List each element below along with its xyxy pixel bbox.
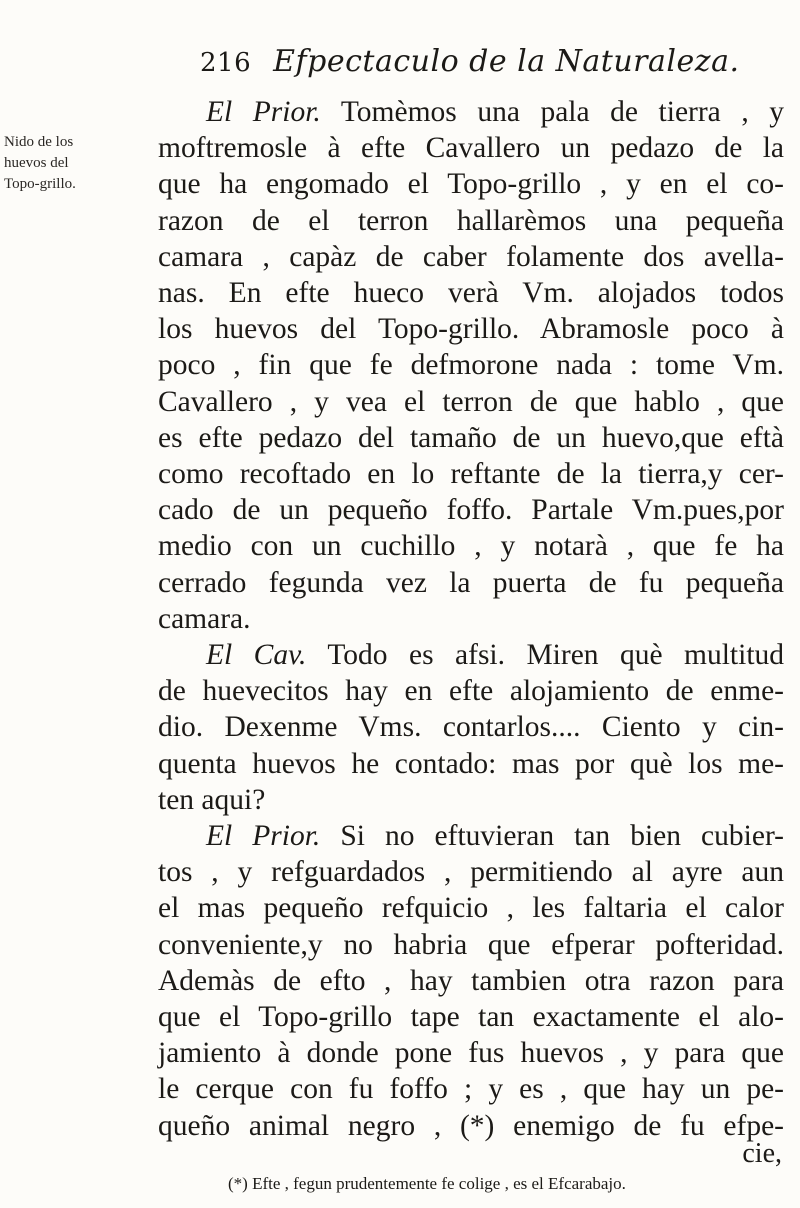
body-text (158, 94, 784, 1144)
page-number: 216 (200, 48, 252, 78)
line-text: camara , capàz de caber folamente dos avella- (158, 240, 784, 273)
line-text: medio con un cuchillo , y notarà , que fe ha (158, 530, 784, 563)
line-text: jamiento à donde pone fus huevos , y para que (158, 1037, 784, 1070)
line-text: moftremosle à efte Cavallero un pedazo de la (158, 132, 784, 165)
text-line (158, 528, 784, 564)
line-text: poco , fin que fe defmorone nada : tome Vm. (158, 349, 784, 382)
line-text: dio. Dexenme Vms. contarlos.... Ciento y cin- (158, 711, 784, 744)
line-text: de huevecitos hay en efte alojamiento de enme- (158, 675, 784, 708)
line-text: nas. En efte hueco verà Vm. alojados todos (158, 277, 784, 310)
text-line (158, 890, 784, 926)
line-text: cado de un pequeño foffo. Partale Vm.pues,por (158, 494, 784, 527)
text-line (158, 1108, 784, 1144)
text-line (158, 637, 784, 673)
text-line (158, 130, 784, 166)
text-line (158, 420, 784, 456)
text-line (158, 963, 784, 999)
speaker-label: El Cav. (206, 639, 307, 672)
line-text: razon de el terron hallarèmos una pequeña (158, 204, 784, 237)
text-line (158, 166, 784, 202)
margin-note-line: Topo-grillo. (4, 176, 76, 192)
text-line (158, 94, 784, 130)
text-line (158, 709, 784, 745)
line-text: los huevos del Topo-grillo. Abramosle poco à (158, 313, 784, 346)
text-line (158, 203, 784, 239)
margin-note-line: Nido de los (4, 134, 74, 150)
line-text: que ha engomado el Topo-grillo , y en el co- (158, 168, 784, 201)
text-line (158, 782, 784, 818)
text-line (158, 565, 784, 601)
text-line (158, 999, 784, 1035)
page-header (200, 44, 740, 79)
line-text: es efte pedazo del tamaño de un huevo,que eftà (158, 421, 784, 454)
line-text: ten aqui? (158, 783, 266, 816)
line-text: conveniente,y no habria que efperar pofteridad. (158, 928, 784, 961)
text-line (158, 456, 784, 492)
text-line (158, 746, 784, 782)
line-text: el mas pequeño refquicio , les faltaria el calor (158, 892, 784, 925)
line-text: Cavallero , y vea el terron de que hablo , que (158, 385, 784, 418)
margin-note (4, 132, 76, 195)
text-line (158, 311, 784, 347)
line-text: le cerque con fu foffo ; y es , que hay un pe- (158, 1073, 784, 1106)
line-text: camara. (158, 602, 251, 635)
line-text: Tomèmos una pala de tierra , y (340, 96, 785, 128)
text-line (158, 239, 784, 275)
text-line (158, 854, 784, 890)
text-line (158, 601, 784, 637)
line-text: Si no eftuvieran tan bien cubier- (340, 820, 784, 853)
text-line (158, 818, 784, 854)
line-text: Todo es afsi. Miren què multitud (327, 639, 785, 672)
speaker-label: El Prior. (206, 96, 321, 128)
catchword: cie, (742, 1138, 782, 1169)
line-text: quenta huevos he contado: mas por què los me- (158, 747, 784, 780)
line-text: queño animal negro , (*) enemigo de fu efpe- (158, 1109, 784, 1142)
line-text: tos , y refguardados , permitiendo al ayre aun (158, 856, 784, 889)
margin-note-line: huevos del (4, 155, 69, 171)
footnote: (*) Efte , fegun prudentemente fe colige , es el Efcarabajo. (228, 1174, 626, 1193)
running-title: Efpectaculo de la Naturaleza. (273, 44, 740, 79)
text-line (158, 275, 784, 311)
line-text: Ademàs de efto , hay tambien otra razon para (158, 964, 784, 997)
text-line (158, 927, 784, 963)
line-text: como recoftado en lo reftante de la tierra,y cer- (158, 458, 784, 491)
speaker-label: El Prior. (206, 820, 321, 853)
text-line (158, 1071, 784, 1107)
text-line (158, 492, 784, 528)
line-text: que el Topo-grillo tape tan exactamente el alo- (158, 1001, 784, 1034)
text-line (158, 384, 784, 420)
text-line (158, 347, 784, 383)
text-line (158, 1035, 784, 1071)
line-text: cerrado fegunda vez la puerta de fu pequeña (158, 566, 784, 599)
text-line (158, 673, 784, 709)
